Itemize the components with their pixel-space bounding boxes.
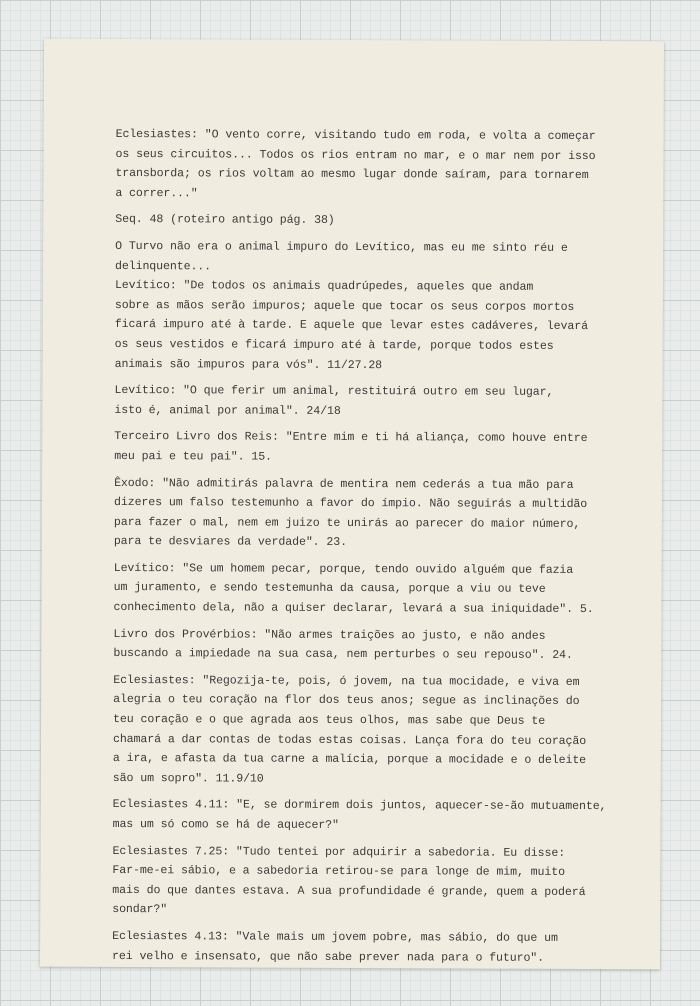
text-line: chamará a dar contas de todas estas coisas. Lança fora do teu coração bbox=[112, 732, 587, 748]
text-line: Terceiro Livro dos Reis: "Entre mim e ti há aliança, como houve entre bbox=[114, 430, 588, 446]
text-line: Seq. 48 (roteiro antigo pág. 38) bbox=[115, 213, 335, 228]
text-line: um juramento, e sendo testemunha da causa, porque a viu ou teve bbox=[113, 581, 546, 597]
text-line: dizeres um falso testemunho a favor do ímpio. Não seguirás a multidão bbox=[113, 496, 588, 512]
paragraph bbox=[114, 381, 632, 422]
text-line: transborda; os rios voltam ao mesmo lugar donde saíram, para tornarem bbox=[115, 167, 589, 183]
text-line: ficará impuro até à tarde. E aquele que levar estes cadáveres, levará bbox=[114, 318, 588, 334]
text-line: Levítico: "De todos os animais quadrúpedes, aqueles que andam bbox=[114, 279, 534, 294]
text-line: Eclesiastes 4.13: "Vale mais um jovem pobre, mas sábio, do que um bbox=[112, 929, 558, 945]
paragraph bbox=[112, 927, 630, 968]
text-line: a correr..." bbox=[115, 186, 198, 201]
text-line: sondar?" bbox=[112, 903, 168, 917]
text-line: teu coração e o que agrada aos teus olhos, mas sabe que Deus te bbox=[113, 712, 546, 728]
text-line: buscando a impiedade na sua casa, nem perturbes o seu repouso". 24. bbox=[113, 647, 573, 663]
typed-page bbox=[40, 39, 664, 970]
text-line: Eclesiastes 7.25: "Tudo tentei por adquirir a sabedoria. Eu disse: bbox=[112, 844, 566, 860]
text-line: Levítico: "O que ferir um animal, restituirá outro em seu lugar, bbox=[114, 384, 554, 400]
text-line: meu pai e teu pai". 15. bbox=[114, 449, 272, 464]
paragraph bbox=[114, 559, 632, 620]
paragraph bbox=[114, 427, 632, 468]
text-line: Eclesiastes 4.11: "E, se dormirem dois juntos, aquecer-se-ão mutuamente, bbox=[112, 798, 607, 814]
text-line: rei velho e insensato, que não sabe prever nada para o futuro". bbox=[111, 949, 545, 965]
text-line: Eclesiastes: "O vento corre, visitando tudo em roda, e volta a começar bbox=[115, 127, 596, 144]
text-line: para te desviares da verdade". 23. bbox=[113, 535, 348, 550]
paragraph bbox=[115, 210, 633, 232]
paragraph bbox=[113, 795, 631, 836]
text-line: sobre as mãos serão impuros; aquele que tocar os seus corpos mortos bbox=[114, 298, 575, 314]
text-line: Levítico: "Se um homem pecar, porque, tendo ouvido alguém que fazia bbox=[113, 561, 574, 577]
text-line: isto é, animal por animal". 24/18 bbox=[114, 403, 341, 418]
text-line: Far-me-ei sábio, e a sabedoria retirou-se para longe de mim, muito bbox=[112, 864, 566, 880]
paragraph bbox=[115, 237, 634, 376]
text-line: são um sopro". 11.9/10 bbox=[112, 771, 264, 786]
text-line: para fazer o mal, nem em juizo te unirás ao parecer do maior número, bbox=[113, 515, 581, 531]
text-line: Livro dos Provérbios: "Não armes traições ao justo, e não andes bbox=[113, 627, 546, 643]
text-line: animais são impuros para vós". 11/27.28 bbox=[114, 357, 383, 372]
text-line: os seus circuitos... Todos os rios entram no mar, e o mar nem por isso bbox=[115, 147, 596, 163]
text-line: Êxodo: "Não admitirás palavra de mentira nem cederás a tua mão para bbox=[114, 476, 574, 492]
text-line: conhecimento dela, não a quiser declarar, levará a sua iniquidade". 5. bbox=[113, 601, 594, 617]
text-line: O Turvo não era o animal impuro do Levítico, mas eu me sinto réu e bbox=[115, 239, 568, 255]
text-line: a ira, e afasta da tua carne a malícia, porque a mocidade e o deleite bbox=[112, 752, 587, 768]
text-line: mais do que dantes estava. A sua profundidade é grande, quem a poderá bbox=[112, 883, 586, 899]
text-line: alegria o teu coração na flor dos teus anos; segue as inclinações do bbox=[113, 693, 580, 709]
paragraph bbox=[114, 473, 632, 554]
paragraph bbox=[115, 125, 633, 206]
text-line: delinquente... bbox=[115, 259, 212, 273]
paragraph bbox=[113, 671, 632, 791]
text-line: Eclesiastes: "Regozija-te, pois, ó jovem, na tua mocidade, e viva em bbox=[113, 673, 580, 689]
text-line: mas um só como se há de aquecer?" bbox=[112, 817, 339, 832]
text-line: os seus vestidos e ficará impuro até à tarde, porque todos estes bbox=[114, 337, 554, 353]
document-body bbox=[112, 125, 634, 968]
paragraph bbox=[112, 842, 630, 923]
paragraph bbox=[113, 625, 631, 666]
